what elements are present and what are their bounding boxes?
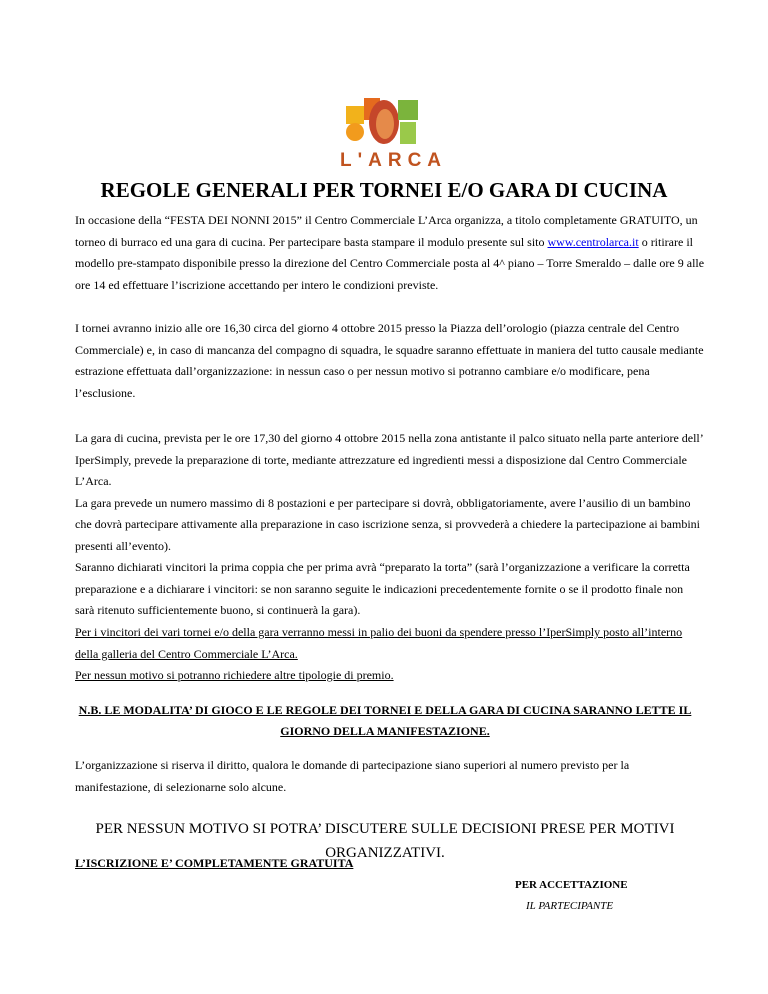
prize-paragraph: Per i vincitori dei vari tornei e/o della gara verranno messi in palio dei buoni da spendere presso l’IperSimply posto all’interno della galleria del Centro Commerciale L’Arca. <box>75 625 683 661</box>
intro-paragraph <box>75 210 705 296</box>
selection-paragraph: L’organizzazione si riserva il diritto, qualora le domande di partecipazione siano superiori al numero previsto per la manifestazione, di selezionarne solo alcune. <box>75 758 630 794</box>
larca-logo <box>340 96 448 176</box>
cooking-contest-section <box>75 428 705 622</box>
acceptance-label: PER ACCETTAZIONE <box>515 879 628 891</box>
logo-wordmark: L'ARCA <box>340 150 448 171</box>
prize-note: Per nessun motivo si potranno richiedere altre tipologie di premio. <box>75 668 394 682</box>
cooking-paragraph-b: La gara prevede un numero massimo di 8 postazioni e per partecipare si dovrà, obbligatoriamente, avere l’ausilio di un bambino che dovrà partecipare attivamente alla preparazione in caso iscrizione senza, si provvederà a chiedere la partecipazione ai bambini presenti all’evento). <box>75 495 701 553</box>
cooking-paragraph-a: La gara di cucina, prevista per le ore 17,30 del giorno 4 ottobre 2015 nella zona antistante il palco situato nella parte anteriore dell’ IperSimply, prevede la preparazione di torte, mediante attrezzature ed ingredienti messi a disposizione dal Centro Commerciale L’Arca. <box>75 431 703 488</box>
intro-text: In occasione della “FESTA DEI NONNI 2015” il Centro Commerciale L’Arca organizza, a titolo completamente GRATUITO, un torneo di burraco ed una gara di cucina. Per partecipare basta stampare il modulo presente sul sito <box>75 213 698 249</box>
decision-notice: PER NESSUN MOTIVO SI POTRA’ DISCUTERE SULLE DECISIONI PRESE PER MOTIVI ORGANIZZATIVI. <box>95 821 675 861</box>
nb-notice: N.B. LE MODALITA’ DI GIOCO E LE REGOLE DEI TORNEI E DELLA GARA DI CUCINA SARANNO LETTE IL GIORNO DELLA MANIFESTAZIONE. <box>78 703 692 738</box>
logo-graphic <box>340 96 426 152</box>
website-link[interactable]: www.centrolarca.it <box>547 234 639 249</box>
tournament-paragraph: I tornei avranno inizio alle ore 16,30 circa del giorno 4 ottobre 2015 presso la Piazza dell’orologio (piazza centrale del Centro Commerciale) e, in caso di mancanza del compagno di squadra, le squadre saranno effettuate in maniera del tutto causale mediante estrazione effettuata dall’organizzazione: in nessun caso o per nessun motivo si potranno cambiare e/o modificare, pena l’esclusione. <box>75 321 704 400</box>
free-registration-note: L’ISCRIZIONE E’ COMPLETAMENTE GRATUITA <box>75 856 354 870</box>
intro-text-cont: o ritirare il modello pre-stampato disponibile presso la direzione del Centro Commerciale posta al 4^ piano – Torre Smeraldo – dalle ore 9 alle ore 14 ed effettuare l’iscrizione accettando per intero le condizioni previste. <box>75 234 705 292</box>
page-title: REGOLE GENERALI PER TORNEI E/O GARA DI CUCINA <box>100 178 668 202</box>
cooking-paragraph-c: Saranno dichiarati vincitori la prima coppia che per prima avrà “preparato la torta” (sarà l’organizzazione a verificare la corretta preparazione e a dichiarare i vincitori: se non saranno seguite le indicazioni precedentemente fornite o se il prodotto finale non sarà ritenuto sufficientemente buono, si continuerà la gara). <box>75 560 690 617</box>
participant-label: IL PARTECIPANTE <box>526 900 614 912</box>
prize-section <box>75 622 705 687</box>
